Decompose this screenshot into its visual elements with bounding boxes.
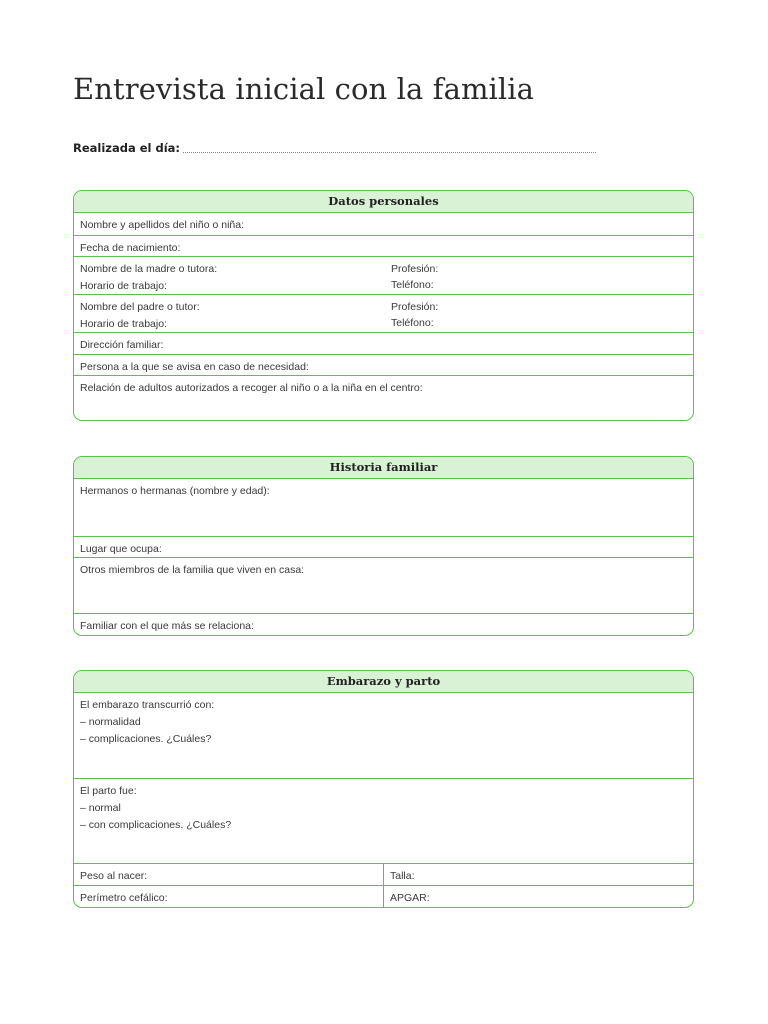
- child-name-label: Nombre y apellidos del niño o niña:: [80, 219, 245, 231]
- pregnancy-birth-section: [73, 670, 694, 908]
- authorized-adults-row[interactable]: [74, 376, 693, 420]
- personal-data-section: [73, 190, 694, 421]
- birth-order-label: Lugar que ocupa:: [80, 543, 162, 555]
- pregnancy-option-complications: – complicaciones. ¿Cuáles?: [80, 733, 212, 745]
- closest-relative-row[interactable]: [74, 614, 693, 635]
- pregnancy-option-normal: – normalidad: [80, 716, 141, 728]
- father-schedule-label: Horario de trabajo:: [80, 318, 167, 330]
- emergency-contact-label: Persona a la que se avisa en caso de necesidad:: [80, 361, 309, 373]
- father-phone-label: Teléfono:: [391, 317, 434, 329]
- delivery-option-normal: – normal: [80, 802, 121, 814]
- birth-weight-label: Peso al nacer:: [80, 870, 148, 882]
- closest-relative-label: Familiar con el que más se relaciona:: [80, 620, 254, 632]
- father-profession-label: Profesión:: [391, 301, 439, 313]
- height-label: Talla:: [390, 870, 415, 882]
- birth-date-label: Fecha de nacimiento:: [80, 242, 181, 254]
- siblings-label: Hermanos o hermanas (nombre y edad):: [80, 485, 270, 497]
- father-name-label: Nombre del padre o tutor:: [80, 301, 200, 313]
- address-row[interactable]: [74, 333, 693, 355]
- pregnancy-birth-header: Embarazo y parto: [74, 671, 693, 693]
- date-field[interactable]: [183, 143, 596, 153]
- authorized-adults-label: Relación de adultos autorizados a recoger al niño o a la niña en el centro:: [80, 382, 423, 394]
- family-history-section: [73, 456, 694, 636]
- pregnancy-row[interactable]: [74, 693, 693, 779]
- delivery-row[interactable]: [74, 779, 693, 864]
- weight-height-row: [74, 864, 693, 886]
- mother-profession-label: Profesión:: [391, 263, 439, 275]
- siblings-row[interactable]: [74, 479, 693, 537]
- mother-schedule-label: Horario de trabajo:: [80, 280, 167, 292]
- apgar-cell[interactable]: [384, 886, 693, 907]
- mother-row[interactable]: [74, 257, 693, 295]
- head-circumference-cell[interactable]: [74, 886, 384, 907]
- head-apgar-row: [74, 886, 693, 907]
- birth-date-row[interactable]: [74, 236, 693, 257]
- delivery-label: El parto fue:: [80, 785, 137, 797]
- father-row[interactable]: [74, 295, 693, 333]
- address-label: Dirección familiar:: [80, 339, 164, 351]
- date-line: [73, 141, 596, 155]
- birth-order-row[interactable]: [74, 537, 693, 558]
- birth-weight-cell[interactable]: [74, 864, 384, 885]
- apgar-label: APGAR:: [390, 892, 430, 904]
- head-circumference-label: Perímetro cefálico:: [80, 892, 168, 904]
- delivery-option-complications: – con complicaciones. ¿Cuáles?: [80, 819, 232, 831]
- household-members-label: Otros miembros de la familia que viven en casa:: [80, 564, 305, 576]
- household-members-row[interactable]: [74, 558, 693, 614]
- height-cell[interactable]: [384, 864, 693, 885]
- mother-phone-label: Teléfono:: [391, 279, 434, 291]
- mother-name-label: Nombre de la madre o tutora:: [80, 263, 218, 275]
- emergency-contact-row[interactable]: [74, 355, 693, 376]
- family-history-header: Historia familiar: [74, 457, 693, 479]
- child-name-row[interactable]: [74, 213, 693, 236]
- personal-data-header: Datos personales: [74, 191, 693, 213]
- pregnancy-label: El embarazo transcurrió con:: [80, 699, 215, 711]
- page-title: Entrevista inicial con la familia: [73, 72, 535, 106]
- date-label: Realizada el día:: [73, 141, 181, 155]
